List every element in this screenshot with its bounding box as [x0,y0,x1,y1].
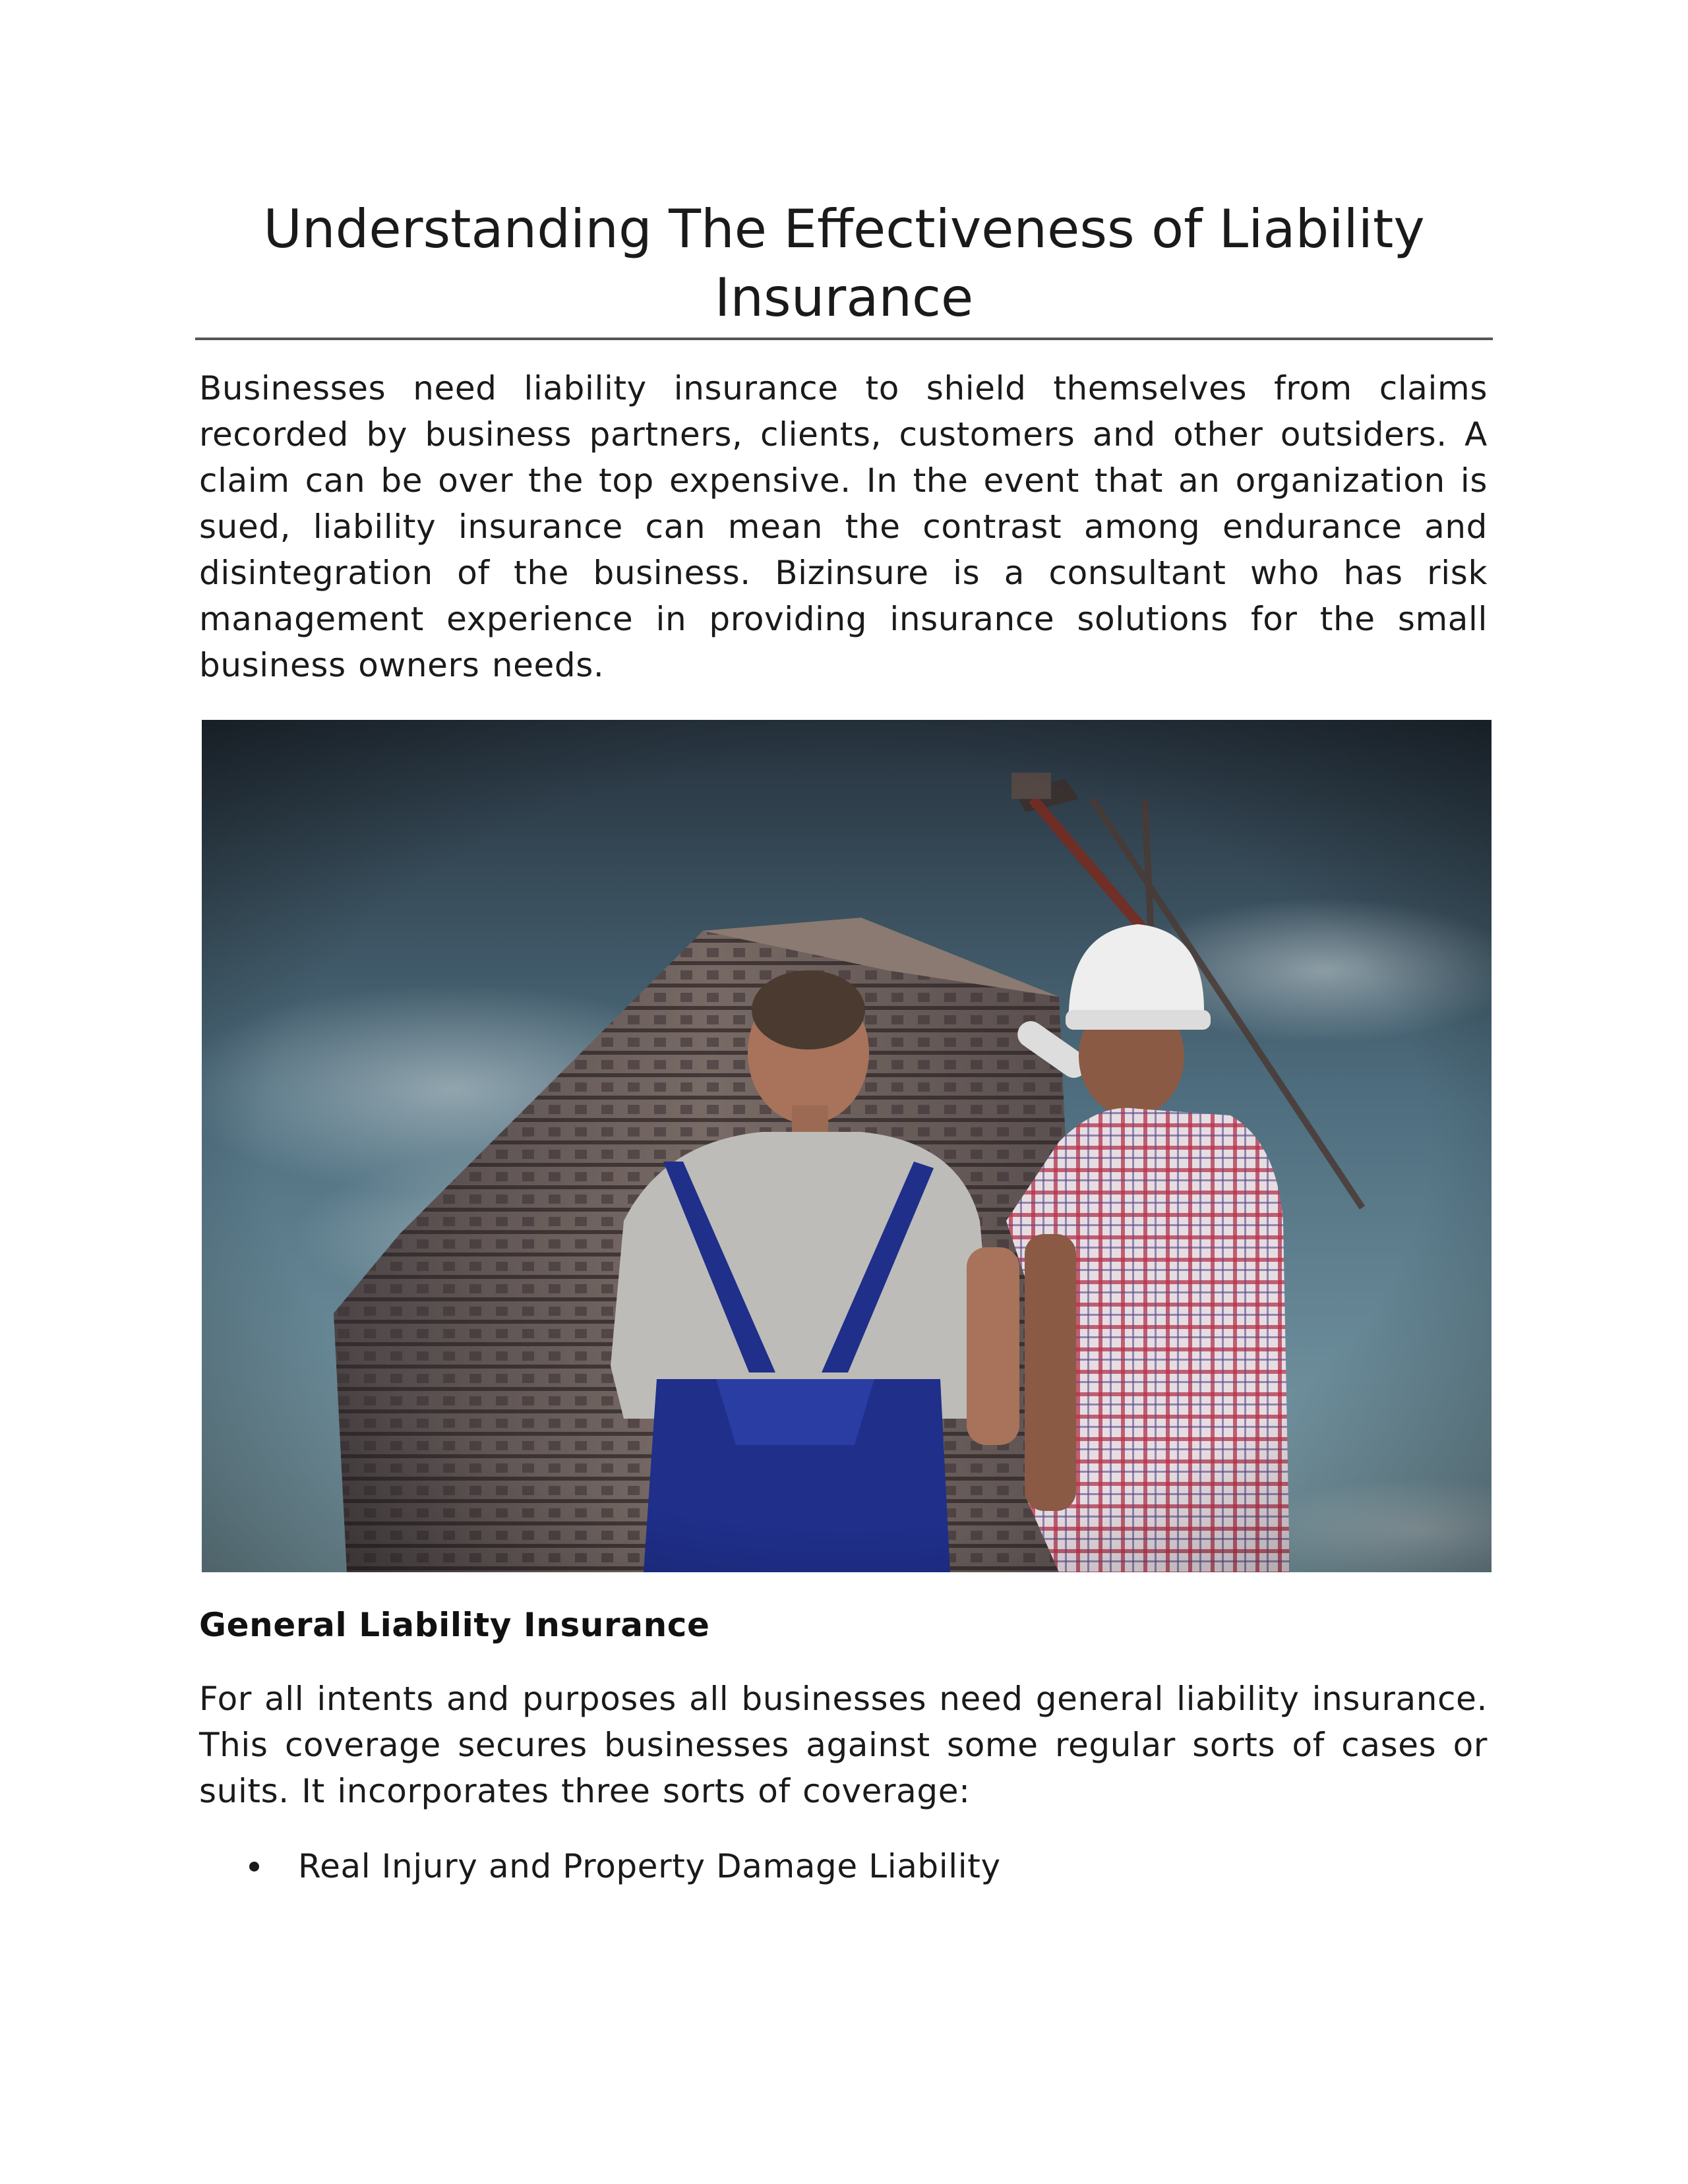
title-divider [195,338,1493,340]
construction-photo [202,720,1492,1572]
page-title: Understanding The Effectiveness of Liability Insurance [263,198,1425,328]
coverage-list [199,1843,1488,1889]
list-item [199,1843,1488,1889]
bullet-icon [249,1862,259,1872]
intro-paragraph: Businesses need liability insurance to shield themselves from claims recorded by business partners, clients, customers and other outsiders. A claim can be over the top expensive. In the event that an organization is sued, liability insurance can mean the contrast among endurance and disintegration of the business. Bizinsure is a consultant who has risk management experience in providing insurance solutions for the small business owners needs. [199,369,1488,684]
list-item-text: Real Injury and Property Damage Liability [298,1847,1001,1885]
general-liability-paragraph: For all intents and purposes all businesses need general liability insurance. This coverage secures businesses against some regular sorts of cases or suits. It incorporates three sorts of coverage: [199,1680,1488,1810]
section-heading-general-liability: General Liability Insurance [199,1606,710,1644]
